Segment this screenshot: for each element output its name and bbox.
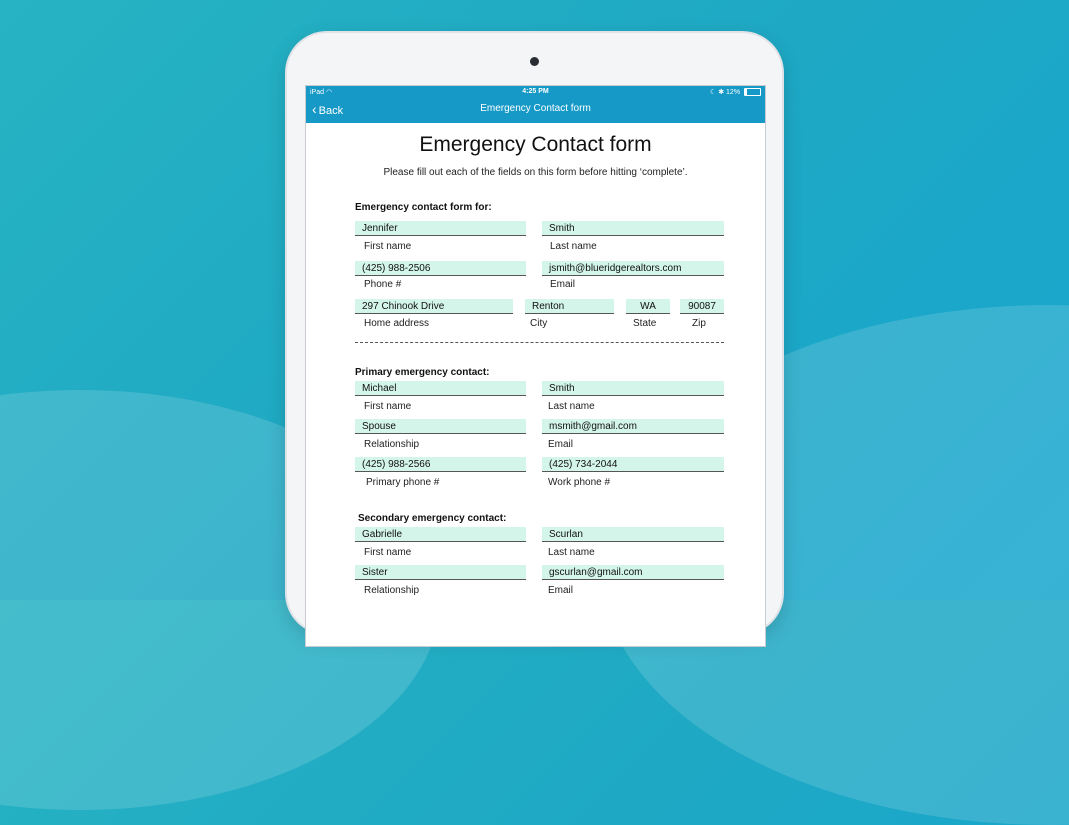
device-screen: [305, 85, 766, 647]
self-phone-field[interactable]: (425) 988-2506: [355, 261, 526, 276]
battery-percent: 12%: [726, 89, 741, 96]
battery-icon: [744, 88, 761, 96]
nav-title: Emergency Contact form: [480, 103, 591, 114]
device-label: iPad: [310, 89, 325, 96]
form-title: Emergency Contact form: [419, 133, 652, 156]
self-state-field[interactable]: WA: [626, 299, 670, 314]
bluetooth-icon: ✱: [718, 89, 725, 96]
secondary-first-name-label: First name: [364, 547, 412, 558]
self-first-name-field[interactable]: Jennifer: [355, 221, 526, 236]
self-zip-label: Zip: [692, 318, 706, 329]
status-bar: [306, 86, 765, 99]
moon-icon: ☾: [709, 89, 717, 96]
secondary-relationship-field[interactable]: Sister: [355, 565, 526, 580]
primary-email-field[interactable]: msmith@gmail.com: [542, 419, 724, 434]
primary-section-heading: Primary emergency contact:: [355, 367, 490, 378]
primary-first-name-field[interactable]: Michael: [355, 381, 526, 396]
self-section-heading: Emergency contact form for:: [355, 202, 492, 213]
secondary-section-heading: Secondary emergency contact:: [358, 513, 507, 524]
secondary-last-name-label: Last name: [548, 547, 595, 558]
self-email-label: Email: [550, 279, 576, 290]
camera-icon: [530, 57, 539, 66]
nav-bar: [306, 99, 765, 123]
primary-first-name-label: First name: [364, 401, 412, 412]
section-divider: [355, 342, 724, 343]
secondary-relationship-label: Relationship: [364, 585, 420, 596]
form-subtitle: Please fill out each of the fields on this form before hitting ‘complete’.: [383, 167, 688, 178]
secondary-email-label: Email: [548, 585, 574, 596]
battery-fill: [745, 89, 747, 95]
self-state-label: State: [633, 318, 657, 329]
self-last-name-field[interactable]: Smith: [542, 221, 724, 236]
primary-relationship-field[interactable]: Spouse: [355, 419, 526, 434]
chevron-left-icon: ‹: [312, 101, 317, 117]
back-label: Back: [318, 105, 344, 117]
primary-phone-label: Primary phone #: [366, 477, 440, 488]
work-phone-label: Work phone #: [548, 477, 611, 488]
secondary-last-name-field[interactable]: Scurlan: [542, 527, 724, 542]
primary-last-name-field[interactable]: Smith: [542, 381, 724, 396]
self-address-field[interactable]: 297 Chinook Drive: [355, 299, 513, 314]
secondary-first-name-field[interactable]: Gabrielle: [355, 527, 526, 542]
primary-email-label: Email: [548, 439, 574, 450]
self-first-name-label: First name: [364, 241, 412, 252]
self-phone-label: Phone #: [364, 279, 402, 290]
work-phone-field[interactable]: (425) 734-2044: [542, 457, 724, 472]
self-zip-field[interactable]: 90087: [680, 299, 724, 314]
secondary-email-field[interactable]: gscurlan@gmail.com: [542, 565, 724, 580]
self-email-field[interactable]: jsmith@blueridgerealtors.com: [542, 261, 724, 276]
status-right: [710, 88, 761, 96]
primary-relationship-label: Relationship: [364, 439, 420, 450]
self-last-name-label: Last name: [550, 241, 597, 252]
ipad-device: [287, 33, 782, 633]
self-city-field[interactable]: Renton: [525, 299, 614, 314]
primary-phone-field[interactable]: (425) 988-2566: [355, 457, 526, 472]
primary-last-name-label: Last name: [548, 401, 595, 412]
status-time: 4:25 PM: [522, 88, 549, 95]
self-city-label: City: [530, 318, 548, 329]
wifi-icon: ◠: [325, 89, 333, 96]
self-address-label: Home address: [364, 318, 430, 329]
